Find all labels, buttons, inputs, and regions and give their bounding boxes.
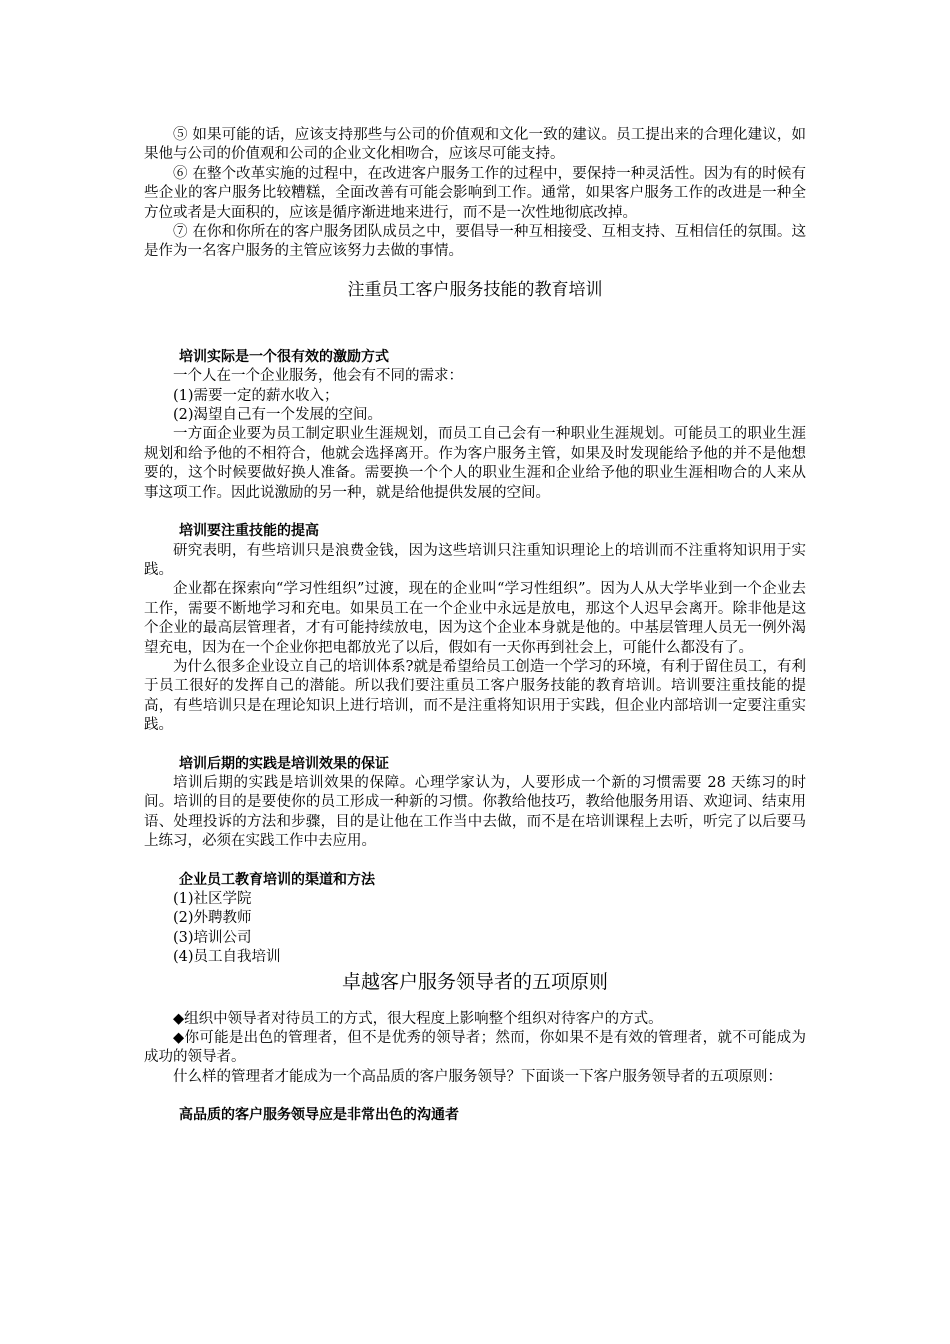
paragraph: 企业都在探索向“学习性组织”过渡，现在的企业叫“学习性组织”。因为人从大学毕业到一个企业去工作，需要不断地学习和充电。如果员工在一个企业中永远是放电，那这个人迟早会离开。除非他是这个企业的最高层管理者，才有可能持续放电，因为这个企业本身就是他的。中基层管理人员无一例外渴望充电，因为在一个企业你把电都放光了以后，假如有一天你再到社会上，可能什么都没有了。 (144, 581, 806, 656)
subsection-practice (144, 755, 806, 852)
paragraph: 一方面企业要为员工制定职业生涯规划，而员工自己会有一种职业生涯规划。可能员工的职业生涯规划和给予他的不相符合，他就会选择离开。作为客户服务主管，如果及时发现能给予他的并不是他想要的，这个时候要做好换人准备。需要换一个个人的职业生涯和企业给予他的职业生涯相吻合的人来从事这项工作。因此说激励的另一种，就是给他提供发展的空间。 (144, 426, 806, 501)
section-title: 注重员工客户服务技能的教育培训 (347, 279, 603, 300)
paragraph: 培训后期的实践是培训效果的保障。心理学家认为，人要形成一个新的习惯需要 28 天练习的时间。培训的目的是要使你的员工形成一种新的习惯。你教给他技巧，教给他服务用语、欢迎词、结束用语、处理投诉的方法和步骤，目的是让他在工作当中去做，而不是在培训课程上去听，听完了以后要马上练习，必须在实践工作中去应用。 (144, 774, 806, 850)
leadership-section (144, 1010, 806, 1088)
bullet-paragraph: ◆你可能是出色的管理者，但不是优秀的领导者；然而，你如果不是有效的管理者，就不可能成为成功的领导者。 (144, 1030, 806, 1066)
list-item: (3)培训公司 (173, 929, 252, 946)
paragraph: ⑦ 在你和你所在的客户服务团队成员之中，要倡导一种互相接受、互相支持、互相信任的氛围。这是作为一名客户服务的主管应该努力去做的事情。 (144, 224, 806, 260)
paragraph: 什么样的管理者才能成为一个高品质的客户服务领导？下面谈一下客户服务领导者的五项原则： (173, 1068, 782, 1085)
spacer (144, 736, 806, 755)
subsection-heading: 高品质的客户服务领导应是非常出色的沟通者 (179, 1107, 459, 1124)
bullet-paragraph: ◆组织中领导者对待员工的方式，很大程度上影响整个组织对待客户的方式。 (173, 1010, 663, 1027)
spacer (144, 1087, 806, 1106)
subsection-skills (144, 522, 806, 735)
list-item: (4)员工自我培训 (173, 949, 281, 966)
document-body (144, 126, 806, 1126)
subsection-heading: 培训后期的实践是培训效果的保证 (179, 755, 389, 772)
paragraph: 一个人在一个企业服务，他会有不同的需求： (173, 368, 463, 385)
paragraph: ⑥ 在整个改革实施的过程中，在改进客户服务工作的过程中，要保持一种灵活性。因为有的时候有些企业的客户服务比较糟糕，全面改善有可能会影响到工作。通常，如果客户服务工作的改进是一种全方位或者是大面积的，应该是循序渐进地来进行，而不是一次性地彻底改掉。 (144, 165, 806, 221)
subsection-heading: 企业员工教育培训的渠道和方法 (179, 871, 375, 888)
section-title: 卓越客户服务领导者的五项原则 (341, 970, 608, 993)
list-item: (1)社区学院 (173, 891, 252, 907)
list-item: (1)需要一定的薪水收入； (173, 387, 339, 404)
paragraph: ⑤ 如果可能的话，应该支持那些与公司的价值观和文化一致的建议。员工提出来的合理化建议，如果他与公司的价值观和公司的企业文化相吻合，应该尽可能支持。 (144, 127, 806, 163)
subsection-channels (144, 871, 806, 968)
paragraph: 为什么很多企业设立自己的培训体系?就是希望给员工创造一个学习的环境，有利于留住员工，有利于员工很好的发挥自己的潜能。所以我们要注重员工客户服务技能的教育培训。培训要注重技能的提高，有些培训只是在理论知识上进行培训，而不是注重将知识用于实践，但企业内部培训一定要注重实践。 (144, 658, 806, 734)
list-item: (2)外聘教师 (173, 910, 252, 927)
paragraph: 研究表明，有些培训只是浪费金钱，因为这些培训只注重知识理论上的培训而不注重将知识用于实践。 (144, 542, 806, 578)
subsection-heading: 培训要注重技能的提高 (179, 523, 319, 540)
spacer (144, 503, 806, 522)
list-item: (2)渴望自己有一个发展的空间。 (173, 407, 383, 424)
subsection-heading: 培训实际是一个很有效的激励方式 (179, 348, 389, 365)
intro-section (144, 126, 806, 262)
subsection-motivation (144, 348, 806, 503)
spacer (144, 852, 806, 871)
